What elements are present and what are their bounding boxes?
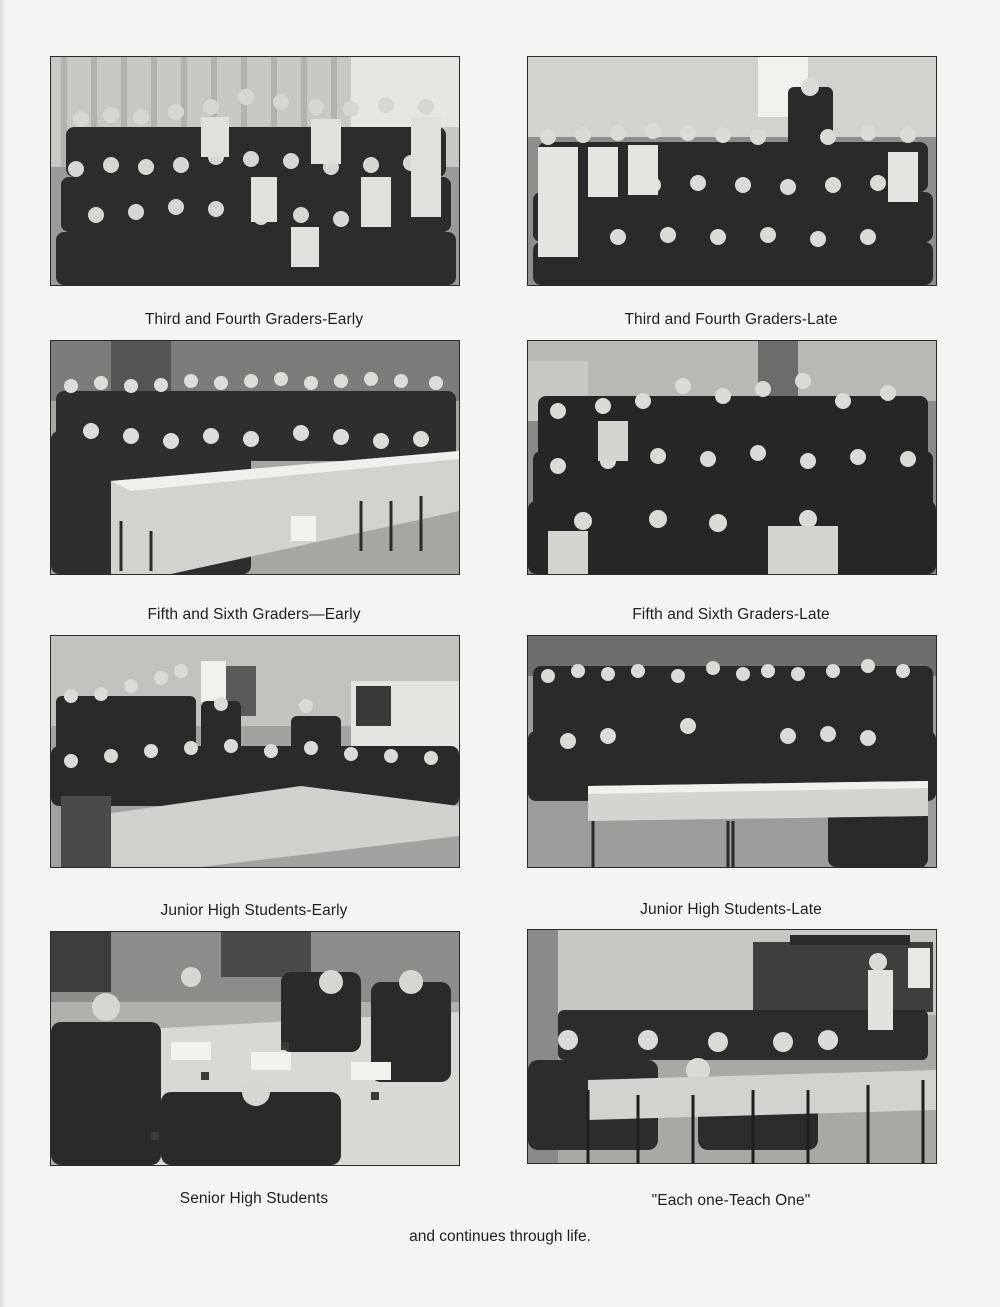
photo-fifth-sixth-late [527, 340, 937, 575]
footer-text: and continues through life. [409, 1228, 591, 1245]
page-edge [0, 0, 6, 1307]
caption-fifth-sixth-late: Fifth and Sixth Graders-Late [632, 606, 830, 623]
caption-each-one-teach-one: "Each one-Teach One" [651, 1192, 811, 1209]
caption-third-fourth-late: Third and Fourth Graders-Late [624, 311, 838, 328]
caption-senior-high: Senior High Students [179, 1190, 329, 1207]
photo-third-fourth-late [527, 56, 937, 286]
caption-junior-high-late: Junior High Students-Late [640, 901, 822, 918]
caption-fifth-sixth-early: Fifth and Sixth Graders—Early [147, 606, 361, 623]
caption-junior-high-early: Junior High Students-Early [160, 902, 348, 919]
photo-each-one-teach-one [527, 929, 937, 1164]
photo-senior-high [50, 931, 460, 1166]
photo-fifth-sixth-early [50, 340, 460, 575]
photo-third-fourth-early [50, 56, 460, 286]
photo-junior-high-late [527, 635, 937, 868]
photo-junior-high-early [50, 635, 460, 868]
caption-third-fourth-early: Third and Fourth Graders-Early [144, 311, 364, 328]
